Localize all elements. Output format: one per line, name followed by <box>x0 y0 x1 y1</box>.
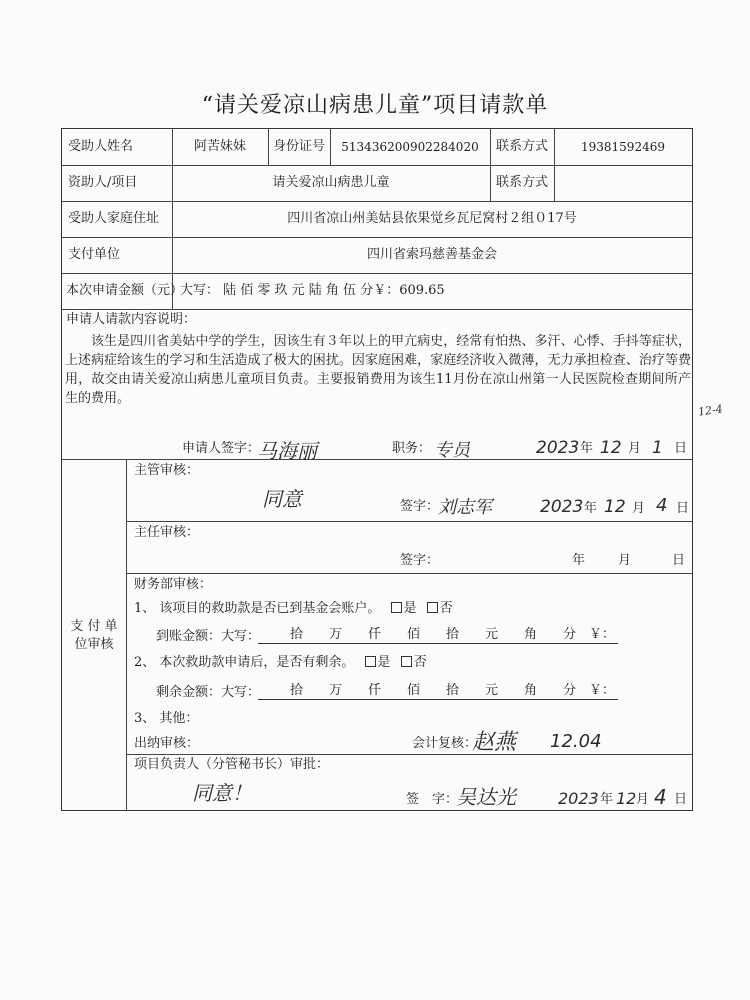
accounting-signature: 赵燕 <box>472 730 517 755</box>
applicant-signature: 马海丽 <box>257 439 317 463</box>
applicant-date-month: 12 <box>600 438 622 458</box>
recipient-name-label: 受助人姓名 <box>68 139 134 154</box>
project-label: 资助人/项目 <box>68 175 138 190</box>
applicant-date-year: 2023 <box>536 438 580 458</box>
director-day-char: 日 <box>672 553 686 568</box>
payer-value: 四川省索玛慈善基金会 <box>366 247 497 262</box>
supervisor-month-char: 月 <box>632 501 646 516</box>
yes-checkbox-1[interactable] <box>391 602 402 613</box>
id-label: 身份证号 <box>272 139 325 154</box>
director-month-char: 月 <box>618 553 632 568</box>
question-2-text: 2、 本次救助款申请后，是否有剩余。 <box>134 655 355 670</box>
leader-day: 4 <box>654 785 667 809</box>
contact-label: 联系方式 <box>495 139 548 154</box>
supervisor-signature: 刘志军 <box>438 497 492 518</box>
question-2 <box>134 655 427 671</box>
question-1-text: 1、 该项目的救助款是否已到基金会账户。 <box>134 601 381 616</box>
supervisor-comment: 同意 <box>262 487 302 511</box>
contact-label-2: 联系方式 <box>495 175 548 190</box>
amount-value: 大写： 陆 佰 零 玖 元 陆 角 伍 分￥：609.65 <box>180 283 445 298</box>
director-year-char: 年 <box>572 553 586 568</box>
supervisor-year: 2023 <box>540 497 584 517</box>
side-label-line2: 位审核 <box>74 637 114 652</box>
arrived-amount-label: 到账金额：大写： <box>156 629 261 644</box>
leader-year: 2023 <box>558 789 599 808</box>
supervisor-label: 主管审核： <box>134 463 200 478</box>
position-label: 职务： <box>392 441 432 456</box>
finance-label: 财务部审核： <box>134 577 213 592</box>
no-label-2: 否 <box>413 655 427 670</box>
question-3: 3、 其他： <box>134 711 199 726</box>
cashier-label: 出纳审核： <box>134 736 200 751</box>
leader-month: 12 <box>616 789 637 808</box>
address-label: 受助人家庭住址 <box>68 211 160 226</box>
explanation-label: 申请人请款内容说明： <box>66 312 197 327</box>
yes-label-2: 是 <box>377 655 391 670</box>
request-form <box>61 128 693 811</box>
leader-month-char: 月 <box>636 792 650 807</box>
amount-label: 本次申请金额（元） <box>66 283 184 298</box>
supervisor-day: 4 <box>656 495 668 516</box>
arrived-amount-units: 拾 万 仟 佰 拾 元 角 分 ￥： <box>290 627 616 642</box>
accounting-label: 会计复核： <box>412 736 478 751</box>
supervisor-day-char: 日 <box>676 501 690 516</box>
remaining-amount-units: 拾 万 仟 佰 拾 元 角 分 ￥： <box>290 683 616 698</box>
recipient-name-value: 阿苦妹妹 <box>193 139 246 154</box>
supervisor-year-char: 年 <box>584 501 598 516</box>
remaining-amount-label: 剩余金额：大写： <box>156 685 261 700</box>
leader-signature: 吴达光 <box>456 785 516 809</box>
supervisor-sign-label: 签字： <box>400 499 440 514</box>
no-checkbox-2[interactable] <box>401 656 412 667</box>
leader-comment: 同意！ <box>192 781 252 805</box>
leader-label: 项目负责人（分管秘书长）审批： <box>134 757 330 772</box>
project-value: 请关爱凉山病患儿童 <box>272 175 390 190</box>
applicant-sign-label: 申请人签字： <box>182 441 261 456</box>
leader-year-char: 年 <box>600 792 614 807</box>
payer-label: 支付单位 <box>68 247 121 262</box>
leader-sign-label: 签 字： <box>406 792 459 807</box>
applicant-date-day: 1 <box>652 438 663 458</box>
question-1 <box>134 601 453 617</box>
no-checkbox-1[interactable] <box>427 602 438 613</box>
leader-day-char: 日 <box>674 792 688 807</box>
director-label: 主任审核： <box>134 525 200 540</box>
year-char: 年 <box>580 441 594 456</box>
day-char: 日 <box>674 441 688 456</box>
director-sign-label: 签字： <box>400 553 440 568</box>
month-char: 月 <box>628 441 642 456</box>
contact-value: 19381592469 <box>581 140 665 154</box>
no-label-1: 否 <box>439 601 453 616</box>
yes-label-1: 是 <box>403 601 417 616</box>
yes-checkbox-2[interactable] <box>365 656 376 667</box>
supervisor-month: 12 <box>604 497 626 517</box>
side-handwritten-note: 12-4 <box>697 402 724 419</box>
explanation-text: 该生是四川省美姑中学的学生，因该生有３年以上的甲亢病史，经常有怕热、多汗、心悸、手抖等症状，上述病症给该生的学习和生活造成了极大的困扰。因家庭困难，家庭经济收入微薄，无力承担检查、治疗等费用，故交由请关爱凉山病患儿童项目负责。主要报销费用为该生11月份在凉山州第一人民医院检查期间所产生的费用。 <box>65 334 691 406</box>
position-value: 专员 <box>434 440 470 461</box>
address-value: 四川省凉山州美姑县依果觉乡瓦尼窝村２组０17号 <box>287 211 577 226</box>
id-number: 513436200902284020 <box>341 140 479 154</box>
page-title: “请关爱凉山病患儿童”项目请款单 <box>201 93 549 118</box>
accounting-date: 12.04 <box>550 731 602 752</box>
side-label-line1: 支 付 单 <box>70 619 118 634</box>
